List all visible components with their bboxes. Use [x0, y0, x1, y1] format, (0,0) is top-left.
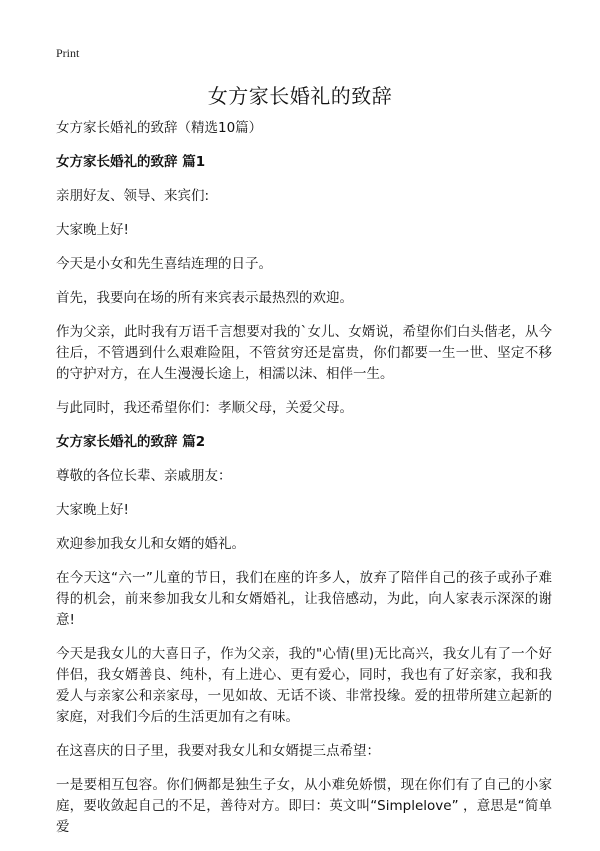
section-heading-2: 女方家长婚礼的致辞 篇2 — [56, 434, 206, 450]
subtitle-paragraph: 女方家长婚礼的致辞（精选10篇） — [56, 120, 263, 136]
document-title: 女方家长婚礼的致辞 — [207, 84, 393, 108]
greeting-paragraph: 尊敬的各位长辈、亲戚朋友： — [56, 468, 232, 484]
paragraph: 首先，我要向在场的所有来宾表示最热烈的欢迎。 — [56, 290, 353, 306]
paragraph: 在今天这“六一”儿童的节日，我们在座的许多人，放弃了陪伴自己的孩子或孙子难得的机会，前来参加我女儿和女婿婚礼，让我倍感动，为此，向人家表示深深的谢意! — [56, 570, 552, 628]
paragraph: 大家晚上好! — [56, 502, 129, 518]
section-heading-1: 女方家长婚礼的致辞 篇1 — [56, 154, 206, 170]
paragraph: 与此同时，我还希望你们：孝顺父母，关爱父母。 — [56, 400, 353, 416]
paragraph: 作为父亲，此时我有万语千言想要对我的`女儿、女婿说，希望你们白头偕老，从今往后，不管遇到什么艰难险阻，不管贫穷还是富贵，你们都要一生一世、坚定不移的守护对方，在人生漫漫长途上，相濡以沫、相伴一生。 — [56, 324, 552, 382]
greeting-paragraph: 亲朋好友、领导、来宾们: — [56, 188, 210, 204]
paragraph: 今天是小女和先生喜结连理的日子。 — [56, 256, 272, 272]
paragraph: 大家晚上好! — [56, 222, 129, 238]
paragraph: 在这喜庆的日子里，我要对我女儿和女婿提三点希望： — [56, 743, 380, 759]
document-body — [56, 118, 552, 851]
paragraph: 欢迎参加我女儿和女婿的婚礼。 — [56, 536, 245, 552]
paragraph: 今天是我女儿的大喜日子，作为父亲，我的"心情(里)无比高兴，我女儿有了一个好伴侣，我女婿善良、纯朴，有上进心、更有爱心，同时，我也有了好亲家，我和我爱人与亲家公和亲家母，一见如故、无话不谈、非常投缘。爱的扭带所建立起新的家庭，对我们今后的生活更加有之有味。 — [56, 646, 552, 725]
paragraph: 一是要相互包容。你们俩都是独生子女，从小难免娇惯，现在你们有了自己的小家庭，要收敛起自己的不足，善待对方。即曰：英文叫“Simplelove” ，意思是“简单爱 — [56, 777, 552, 835]
print-link[interactable]: Print — [56, 46, 80, 60]
